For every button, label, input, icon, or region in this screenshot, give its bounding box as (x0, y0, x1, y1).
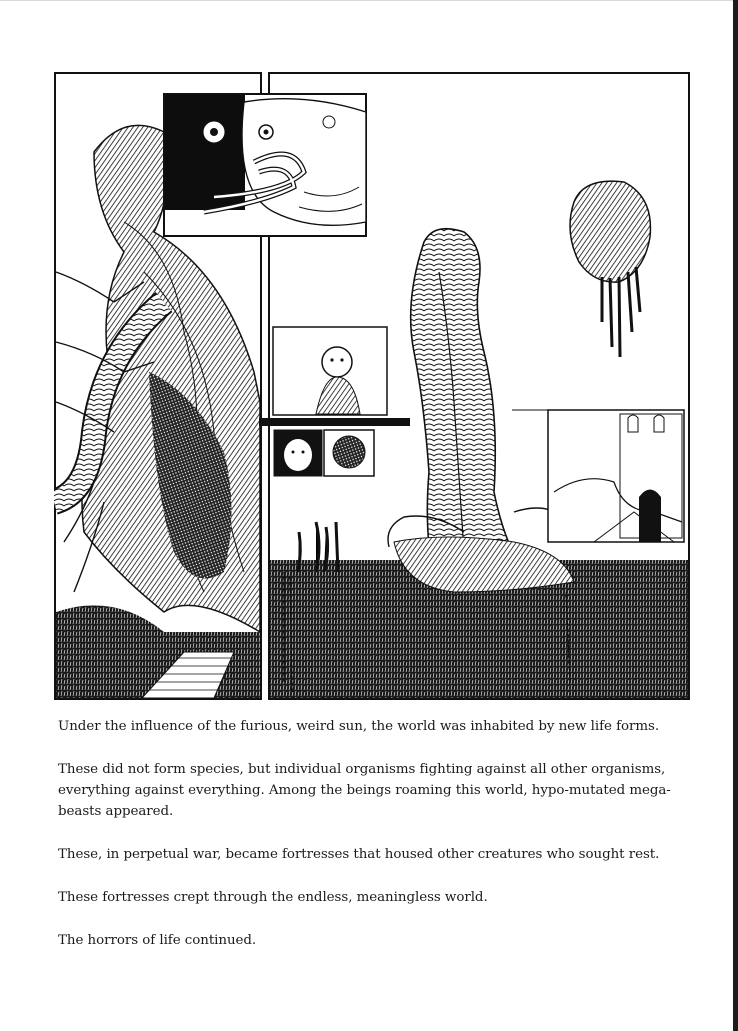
story-paragraph: These did not form species, but individual organisms fighting against all other organisms, everything against everything. Among the beings roaming this world, hypo-mutated mega-beasts appeared. (58, 762, 671, 819)
story-paragraph: These, in perpetual war, became fortresses that housed other creatures who sought rest. (58, 847, 660, 862)
story-paragraph: These fortresses crept through the endless, meaningless world. (58, 890, 488, 905)
ink-illustration (54, 72, 690, 702)
ledge (259, 418, 410, 426)
story-paragraph: The horrors of life continued. (58, 933, 257, 948)
floating-head (570, 181, 650, 282)
story-text (58, 716, 708, 973)
doorway (639, 490, 661, 543)
page-top-border (0, 0, 733, 1)
page-edge (733, 0, 738, 1031)
story-paragraph: Under the influence of the furious, weird sun, the world was inhabited by new life forms. (58, 719, 660, 734)
